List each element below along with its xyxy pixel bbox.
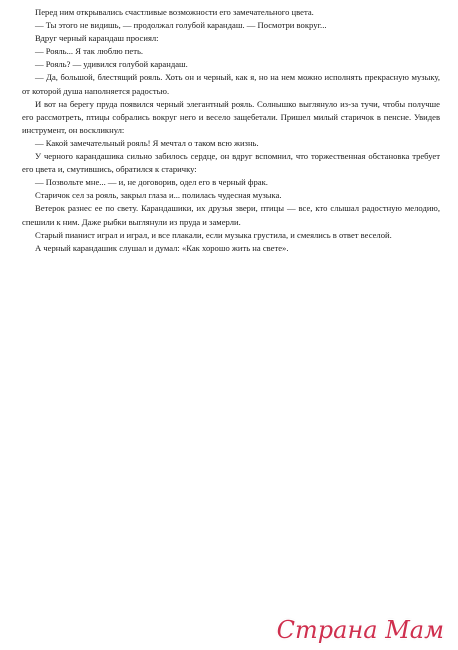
- paragraph: Вдруг черный карандаш просиял:: [35, 33, 159, 44]
- paragraph: А черный карандашик слушал и думал: «Как хорошо жить на свете».: [35, 242, 289, 253]
- paragraph: И вот на берегу пруда появился черный элегантный рояль. Солнышко выглянуло из-за тучи, чтобы получше его рассмотреть, птицы собрались вокруг него и весело защебетали. Пришел милый старичок в пенсне. Увидев инструмент, он воскликнул:: [22, 98, 440, 135]
- paragraph: Старичок сел за рояль, закрыл глаза и... полилась чудесная музыка.: [35, 190, 282, 201]
- paragraph: — Позвольте мне... — и, не договорив, одел его в черный фрак.: [35, 177, 268, 188]
- document-body: [22, 6, 440, 255]
- site-watermark: Страна Мам: [276, 616, 444, 644]
- paragraph: Ветерок разнес ее по свету. Карандашики, их друзья звери, птицы — все, кто слышал радостную мелодию, спешили к ним. Даже рыбки выглянули из пруда и замерли.: [22, 203, 440, 227]
- paragraph: — Рояль... Я так люблю петь.: [35, 46, 144, 57]
- paragraph: — Да, большой, блестящий рояль. Хоть он и черный, как я, но на нем можно исполнять прекрасную музыку, от которой душа наполняется радостью.: [22, 72, 440, 96]
- paragraph: Перед ним открывались счастливые возможности его замечательного цвета.: [35, 7, 314, 17]
- paragraph: — Какой замечательный рояль! Я мечтал о таком всю жизнь.: [35, 137, 259, 148]
- paragraph: — Рояль? — удивился голубой карандаш.: [35, 59, 188, 70]
- paragraph: У черного карандашика сильно забилось сердце, он вдруг вспомнил, что торжественная обстановка требует его цвета и, смутившись, обратился к старичку:: [22, 151, 440, 175]
- paragraph: — Ты этого не видишь, — продолжал голубой карандаш. — Посмотри вокруг...: [35, 20, 327, 31]
- paragraph: Старый пианист играл и играл, и все плакали, если музыка грустила, и смеялись в ответ веселой.: [35, 229, 392, 240]
